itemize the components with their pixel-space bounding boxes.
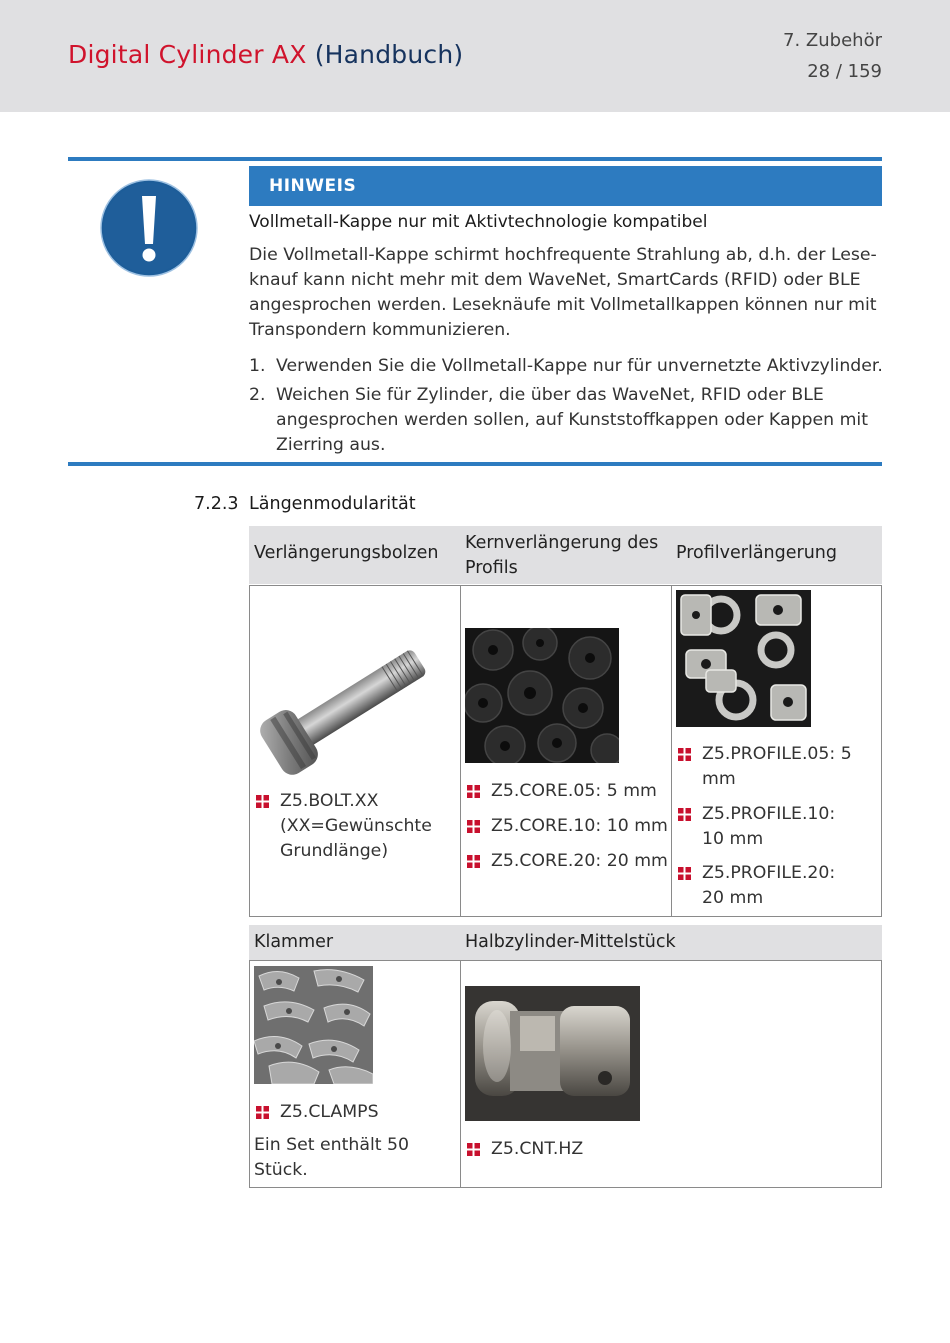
table-header-cell bbox=[460, 526, 671, 584]
list-item bbox=[702, 802, 852, 852]
half-cylinder-article: Z5.CNT.HZ bbox=[491, 1139, 584, 1159]
header-clamps: Klammer bbox=[254, 932, 334, 952]
list-item bbox=[280, 789, 450, 864]
red-bullet-icon bbox=[467, 785, 480, 798]
red-bullet-icon bbox=[467, 855, 480, 868]
chapter-label: 7. Zubehör bbox=[783, 30, 882, 51]
document-title-type: (Handbuch) bbox=[314, 40, 464, 69]
list-item bbox=[491, 814, 671, 839]
profile-article: Z5.PROFILE.10: 10 mm bbox=[702, 804, 836, 849]
red-bullet-icon bbox=[467, 1143, 480, 1156]
core-article: Z5.CORE.20: 20 mm bbox=[491, 851, 668, 871]
section-number: 7.2.3 bbox=[194, 494, 239, 514]
notice-text: Die Vollmetall-Kappe schirmt hochfrequente Strahlung ab, d.h. der Leseknauf kann nicht mehr mit dem WaveNet, SmartCards (RFID) oder BLE angesprochen werden. Leseknäufe mit Vollmetallkappen können nur mit Transpondern kommunizieren. bbox=[249, 245, 877, 340]
table-header-cell bbox=[671, 526, 882, 584]
step-number: 1. bbox=[249, 356, 266, 376]
bolt-article: Z5.BOLT.XX (XX=Gewünschte Grundlänge) bbox=[280, 791, 432, 861]
core-article: Z5.CORE.10: 10 mm bbox=[491, 816, 668, 836]
clamps-note: Ein Set enthält 50 Stück. bbox=[254, 1135, 409, 1180]
list-item bbox=[491, 1137, 671, 1162]
list-item bbox=[702, 742, 852, 792]
header-profile: Profilverlängerung bbox=[676, 543, 838, 563]
notice-bottom-rule bbox=[68, 462, 882, 466]
list-item bbox=[702, 861, 852, 911]
notice-step bbox=[249, 354, 889, 379]
bolt-image bbox=[252, 633, 442, 778]
header-core: Kernverlängerung des Profils bbox=[465, 533, 659, 578]
exclamation-icon bbox=[99, 178, 199, 278]
page-number: 28 / 159 bbox=[807, 61, 882, 82]
table-header-cell bbox=[249, 925, 460, 960]
profile-extension-image bbox=[676, 590, 811, 727]
red-bullet-icon bbox=[678, 748, 691, 761]
document-title bbox=[68, 40, 463, 69]
list-item bbox=[491, 779, 671, 804]
notice-step bbox=[249, 383, 889, 458]
notice-label: HINWEIS bbox=[269, 176, 357, 196]
red-bullet-icon bbox=[467, 820, 480, 833]
half-cylinder-image bbox=[465, 986, 640, 1121]
core-article: Z5.CORE.05: 5 mm bbox=[491, 781, 657, 801]
step-text: Weichen Sie für Zylinder, die über das WaveNet, RFID oder BLE angesprochen werden sollen, auf Kunststoffkappen oder Kappen mit Zierring aus. bbox=[276, 385, 868, 455]
profile-article: Z5.PROFILE.20: 20 mm bbox=[702, 863, 836, 908]
page-header bbox=[0, 0, 950, 112]
core-extension-image bbox=[465, 628, 619, 763]
red-bullet-icon bbox=[256, 795, 269, 808]
section-title: Längenmodularität bbox=[249, 494, 416, 514]
clamps-image bbox=[254, 966, 373, 1084]
red-bullet-icon bbox=[256, 1106, 269, 1119]
notice-label-bar bbox=[249, 166, 882, 206]
red-bullet-icon bbox=[678, 808, 691, 821]
header-half-cylinder: Halbzylinder-Mittelstück bbox=[465, 932, 676, 952]
notice-steps bbox=[249, 354, 889, 462]
table-header-cell bbox=[460, 925, 882, 960]
table-header-cell bbox=[249, 526, 460, 584]
header-bolt: Verlängerungsbolzen bbox=[254, 543, 439, 563]
list-item bbox=[491, 849, 671, 874]
list-item bbox=[280, 1100, 450, 1125]
step-text: Verwenden Sie die Vollmetall-Kappe nur für unvernetzte Aktivzylinder. bbox=[276, 356, 883, 376]
profile-article: Z5.PROFILE.05: 5 mm bbox=[702, 744, 852, 789]
clamps-article: Z5.CLAMPS bbox=[280, 1102, 379, 1122]
notice-top-rule bbox=[68, 157, 882, 161]
notice-subtitle: Vollmetall-Kappe nur mit Aktivtechnologie kompatibel bbox=[249, 212, 708, 232]
red-bullet-icon bbox=[678, 867, 691, 880]
document-title-product: Digital Cylinder AX bbox=[68, 40, 307, 69]
step-number: 2. bbox=[249, 385, 266, 405]
